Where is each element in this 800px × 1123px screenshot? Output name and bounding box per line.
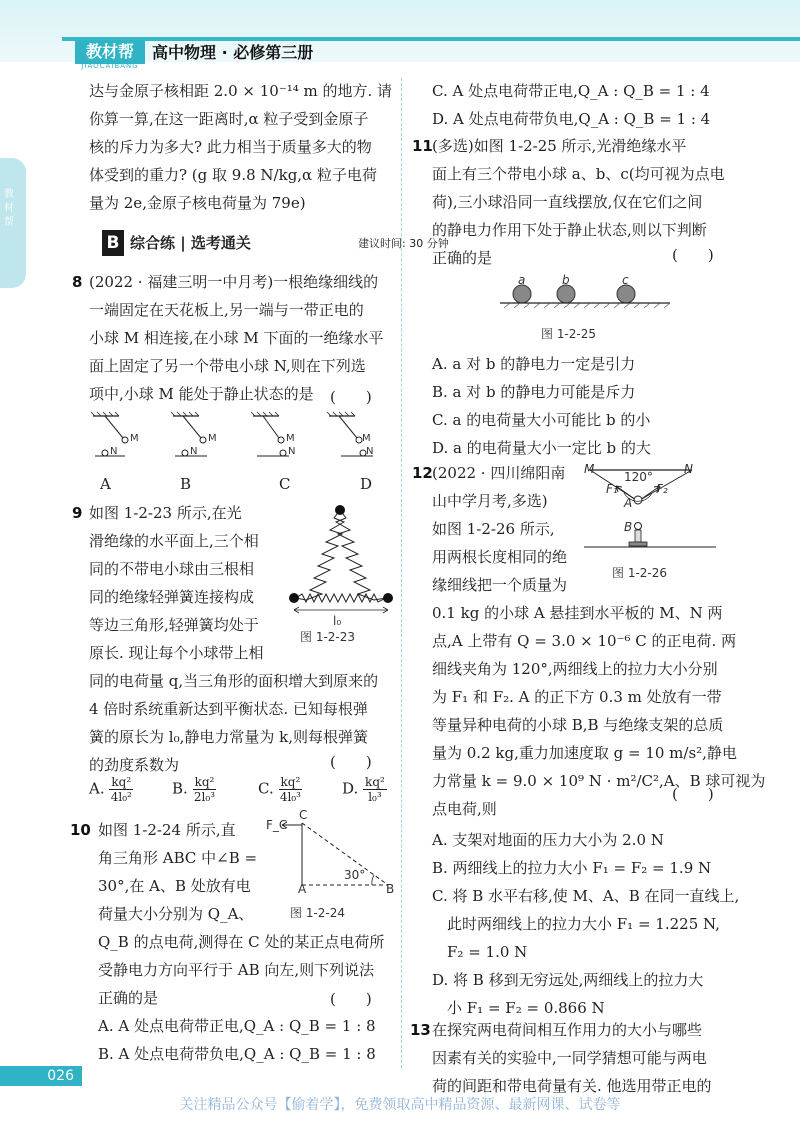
q10-line: 荷量大小分别为 Q_A、 [98,905,254,923]
q12-line: 点电荷,则 [432,800,497,818]
q10-answer-paren: ( ) [330,990,372,1008]
section-time-note: 建议时间: 30 分钟 [358,237,449,250]
q9-option-a: A. $\frac{\text{kq²}}{\text{4l₀²}}$ [89,775,132,804]
q12-line: 为 F₁ 和 F₂. A 的正下方 0.3 m 处放有一带 [432,688,722,706]
q8-option-a: A [100,475,111,493]
q11-answer-paren: ( ) [672,246,714,264]
question-number-8: 8 [72,273,83,291]
q12-label-b: B [624,520,633,534]
q9-line: 的劲度系数为 [89,756,180,774]
q11-label-c: c [622,273,629,287]
q11-option-d: D. a 的电荷量大小一定比 b 的大 [432,439,651,457]
q12-line: 缘细线把一个质量为 [432,576,568,594]
continued-line: 核的斥力为多大? 此力相当于质量多大的物 [89,138,372,156]
q8-figure-b [171,412,207,456]
q12-option-c: C. 将 B 水平右移,使 M、A、B 在同一直线上, [432,887,740,905]
q11-label-b: b [562,273,570,287]
q10-line: Q_B 的点电荷,测得在 C 处的某正点电荷所 [98,933,385,951]
q12-line: 如图 1-2-26 所示, [432,520,555,538]
q12-option-d-cont: 小 F₁ = F₂ = 0.866 N [432,999,605,1017]
side-tab [0,158,26,288]
q11-line: 的静电力作用下处于静止状态,则以下判断 [432,221,707,239]
q12-option-c-cont: F₂ = 1.0 N [432,943,528,961]
q8-option-c: C [279,475,291,493]
continued-line: 达与金原子核相距 2.0 × 10⁻¹⁴ m 的地方. 请 [89,82,393,100]
q8-option-b: B [180,475,192,493]
q10-line: 正确的是 [98,989,159,1007]
page-number: 026 [0,1066,82,1086]
q9-line: 滑绝缘的水平面上,三个相 [89,532,259,550]
q10-label-b: B [386,882,395,896]
q12-label-f1: F₁ [606,482,618,496]
section-title: 综合练 | 选考通关 [130,234,251,252]
q8-label-m: M [208,433,217,444]
q11-line: 面上有三个带电小球 a、b、c(均可视为点电 [432,165,725,183]
q8-line: 项中,小球 M 能处于静止状态的是 [89,385,314,403]
q10-option-b: B. A 处点电荷带负电,Q_A : Q_B = 1 : 8 [98,1045,376,1063]
q9-answer-paren: ( ) [330,753,372,771]
continued-line: 量为 2e,金原子核电荷量为 79e) [89,194,306,212]
q12-line: 量为 0.2 kg,重力加速度取 g = 10 m/s²,静电 [432,744,737,762]
q13-line: 在探究两电荷间相互作用力的大小与哪些 [432,1021,703,1039]
q12-label-angle: 120° [624,470,653,484]
q10-label-a: A [298,882,307,896]
q10-line: 30°,在 A、B 处放有电 [98,877,251,895]
q11-option-b: B. a 对 b 的静电力可能是斥力 [432,383,636,401]
q9-line: 同的不带电小球由三根相 [89,560,255,578]
q12-line: 等量异种电荷的小球 B,B 与绝缘支架的总质 [432,716,724,734]
question-number-10: 10 [70,821,91,839]
q8-label-n: N [190,446,198,457]
footer-notice: 关注精品公众号【偷着学】，免费领取高中精品资源、最新网课、试卷等 [179,1097,621,1113]
section-badge: B [102,230,124,256]
q9-option-d: D. $\frac{\text{kq²}}{\text{l₀³}}$ [342,775,385,804]
q9-figure-caption: 图 1-2-23 [300,630,356,644]
q12-line: 细线夹角为 120°,两细线上的拉力大小分别 [432,660,718,678]
q12-line: 力常量 k = 9.0 × 10⁹ N · m²/C²,A、B 球可视为 [432,772,766,790]
q8-label-m: M [130,433,139,444]
q12-option-d: D. 将 B 移到无穷远处,两细线上的拉力大 [432,971,704,989]
question-number-9: 9 [72,504,83,522]
q8-label-n: N [288,446,296,457]
q9-option-b: B. $\frac{\text{kq²}}{\text{2l₀³}}$ [172,775,215,804]
book-title: 高中物理 · 必修第三册 [152,43,314,62]
q9-line: 如图 1-2-23 所示,在光 [89,504,242,522]
question-number-12: 12 [412,464,433,482]
q10-label-c: C [299,808,308,822]
q11-line: 正确的是 [432,249,493,267]
q12-line: 山中学月考,多选) [432,492,548,510]
q12-answer-paren: ( ) [672,785,714,803]
q13-line: 荷的间距和带电荷量有关. 他选用带正电的 [432,1077,712,1095]
q13-line: 因素有关的实验中,一同学猜想可能与两电 [432,1049,707,1067]
q12-line: 用两根长度相同的绝 [432,548,568,566]
q11-option-a: A. a 对 b 的静电力一定是引力 [432,355,636,373]
q10-line: 角三角形 ABC 中∠B = [98,849,258,867]
column-divider [401,78,403,1068]
q9-line: 同的电荷量 q,当三角形的面积增大到原来的 [89,672,379,690]
q12-line: 0.1 kg 的小球 A 悬挂到水平板的 M、N 两 [432,604,723,622]
q12-label-m: M [584,462,595,476]
q8-line: 小球 M 相连接,在小球 M 下面的一绝缘水平 [89,329,384,347]
brand-logo: 教材帮 [75,40,145,64]
q10-option-a: A. A 处点电荷带正电,Q_A : Q_B = 1 : 8 [98,1017,376,1035]
q9-option-c: C. $\frac{\text{kq²}}{\text{4l₀³}}$ [258,775,301,804]
continued-line: 你算一算,在这一距离时,α 粒子受到金原子 [89,110,369,128]
q12-line: (2022 · 四川绵阳南 [432,464,566,482]
q9-line: 簧的原长为 l₀,静电力常量为 k,则每根弹簧 [89,728,368,746]
brand-logo-sub: JIAOCAIBANG [81,62,139,70]
q10-figure-caption: 图 1-2-24 [290,906,346,920]
q8-label-n: N [110,446,118,457]
q11-line: (多选)如图 1-2-25 所示,光滑绝缘水平 [432,137,687,155]
q11-option-c: C. a 的电荷量大小可能比 b 的小 [432,411,651,429]
q8-label-n: N [366,446,374,457]
q12-label-a: A [624,496,633,510]
q10-label-angle: 30° [344,868,366,882]
q10-option-c: C. A 处点电荷带正电,Q_A : Q_B = 1 : 4 [432,82,710,100]
question-number-13: 13 [410,1021,431,1039]
q10-line: 受静电力方向平行于 AB 向左,则下列说法 [98,961,375,979]
q9-line: 原长. 现让每个小球带上相 [89,644,264,662]
q12-option-a: A. 支架对地面的压力大小为 2.0 N [432,831,664,849]
q8-label-m: M [362,433,371,444]
q10-line: 如图 1-2-24 所示,直 [98,821,236,839]
q12-option-c-cont: 此时两细线上的拉力大小 F₁ = 1.225 N, [432,915,720,933]
q10-option-d: D. A 处点电荷带负电,Q_A : Q_B = 1 : 4 [432,110,711,128]
continued-line: 体受到的重力? (g 取 9.8 N/kg,α 粒子电荷 [89,166,377,184]
q12-label-f2: F₂ [656,482,668,496]
q9-line: 同的绝缘轻弹簧连接构成 [89,588,255,606]
q9-line: 4 倍时系统重新达到平衡状态. 已知每根弹 [89,700,368,718]
q11-figure-caption: 图 1-2-25 [541,327,597,341]
q12-label-n: N [684,462,693,476]
q8-line: 一端固定在天花板上,另一端与一带正电的 [89,301,364,319]
q11-line: 荷),三小球沿同一直线摆放,仅在它们之间 [432,193,703,211]
q10-label-fc: F_C [266,818,288,832]
q9-spring-triangle-figure [282,498,400,626]
q8-answer-paren: ( ) [330,388,372,406]
side-tab-label: 教材帮 [4,189,14,228]
q12-option-b: B. 两细线上的拉力大小 F₁ = F₂ = 1.9 N [432,859,712,877]
q8-line: 面上固定了另一个带电小球 N,则在下列选 [89,357,366,375]
q9-line: 等边三角形,轻弹簧均处于 [89,616,259,634]
q8-option-d: D [360,475,373,493]
q8-label-m: M [286,433,295,444]
q11-label-a: a [518,273,526,287]
question-number-11: 11 [412,137,433,155]
q9-label-l0: l₀ [333,614,342,628]
q12-figure-caption: 图 1-2-26 [612,566,668,580]
q12-line: 点,A 上带有 Q = 3.0 × 10⁻⁶ C 的正电荷. 两 [432,632,737,650]
q8-line: (2022 · 福建三明一中月考)一根绝缘细线的 [89,273,379,291]
q8-figure-c [251,412,289,456]
